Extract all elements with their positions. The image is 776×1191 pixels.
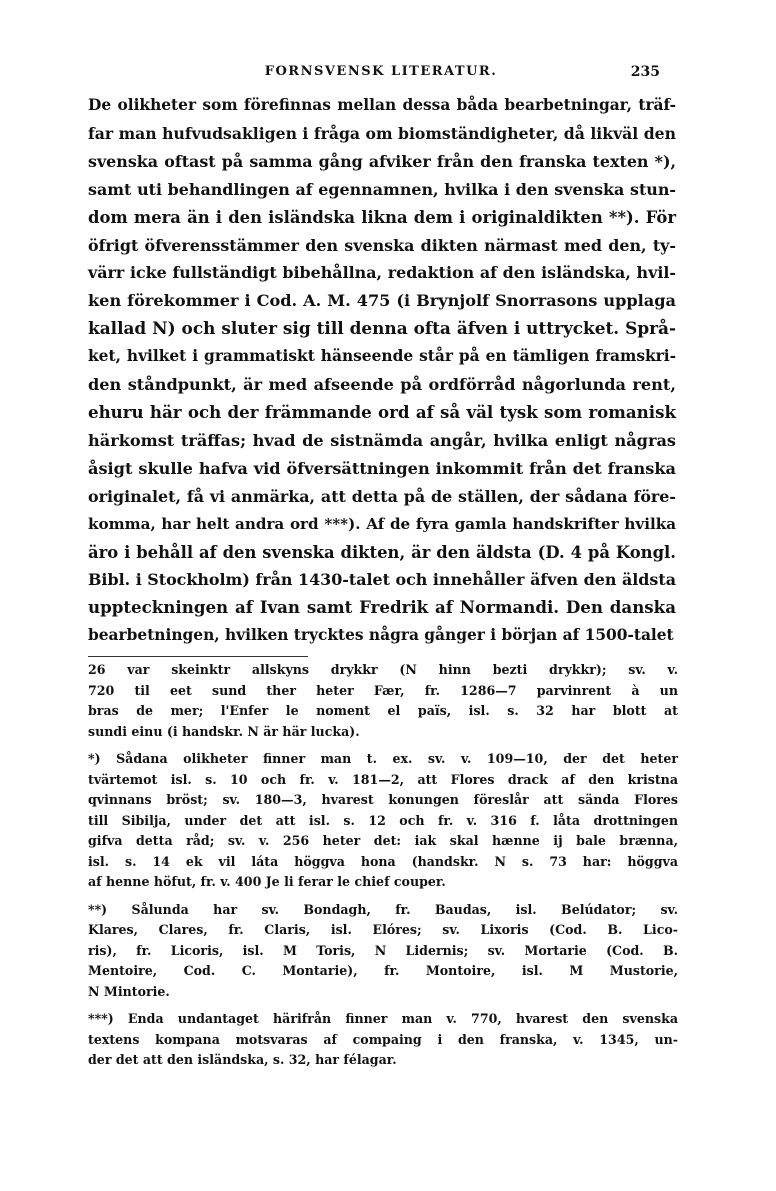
footnote-line: tvärtemot isl. s. 10 och fr. v. 181—2, att Flores drack af den kristna — [88, 771, 678, 787]
text-line: dom mera än i den isländska likna dem i originaldikten **). För — [88, 207, 676, 227]
footnote-line: *) Sådana olikheter finner man t. ex. sv. v. 109—10, der det heter — [88, 751, 678, 766]
footnote-line: ris), fr. Licoris, isl. M Toris, N Lidernis; sv. Mortarie (Cod. B. — [88, 942, 678, 958]
text-line: Bibl. i Stockholm) från 1430-talet och innehåller äfven den äldsta — [88, 570, 676, 590]
text-line: öfrigt öfverensstämmer den svenska dikten närmast med den, ty- — [88, 235, 676, 255]
footnote-line: gifva detta råd; sv. v. 256 heter det: iak skal hænne ij bale brænna, — [88, 833, 678, 848]
main-text — [88, 92, 676, 650]
text-line: komma, har helt andra ord ***). Af de fyra gamla handskrifter hvilka — [88, 514, 676, 533]
text-line: åsigt skulle hafva vid öfversättningen inkommit från det franska — [88, 458, 676, 478]
footnote-line: isl. s. 14 ek vil láta höggva hona (handskr. N s. 73 har: höggva — [88, 853, 678, 869]
page-number: 235 — [630, 64, 660, 80]
footnote-line: 26 var skeinktr allskyns drykkr (N hinn bezti drykkr); sv. v. — [88, 662, 678, 677]
footnote-gap — [88, 742, 678, 749]
text-line: originalet, få vi anmärka, att detta på de ställen, der sådana före- — [88, 486, 676, 506]
page-header — [90, 64, 672, 84]
footnote — [88, 1009, 678, 1071]
text-line: den ståndpunkt, är med afseende på ordförråd någorlunda rent, — [88, 375, 676, 395]
text-line: uppteckningen af Ivan samt Fredrik af Normandi. Den danska — [88, 597, 676, 618]
text-line: ken förekommer i Cod. A. M. 475 (i Brynjolf Snorrasons upplaga — [88, 291, 676, 311]
text-line: ehuru här och der främmande ord af så väl tysk som romanisk — [88, 401, 676, 422]
footnote — [88, 660, 678, 742]
text-line: äro i behåll af den svenska dikten, är den äldsta (D. 4 på Kongl. — [88, 542, 676, 562]
text-line: härkomst träffas; hvad de sistnämda angår, hvilka enligt någras — [88, 430, 676, 450]
footnote-line: Klares, Clares, fr. Claris, isl. Elóres; sv. Lixoris (Cod. B. Lico- — [88, 922, 678, 937]
footnote — [88, 900, 678, 1003]
footnote-line: 720 til eet sund ther heter Fær, fr. 1286—7 parvinrent à un — [88, 682, 678, 698]
footnote-line: N Mintorie. — [88, 983, 170, 999]
text-line: ket, hvilket i grammatiskt hänseende står på en tämligen framskri- — [88, 347, 676, 366]
footnote-divider — [88, 656, 308, 657]
text-line: samt uti behandlingen af egennamnen, hvilka i den svenska stun- — [88, 179, 676, 199]
footnote-line: till Sibilja, under det att isl. s. 12 och fr. v. 316 f. låta drottningen — [88, 812, 678, 828]
footnote-line: sundi einu (i handskr. N är här lucka). — [88, 723, 360, 739]
text-line: De olikheter som förefinnas mellan dessa båda bearbetningar, träf- — [88, 96, 676, 114]
footnote-line: der det att den isländska, s. 32, har félagar. — [88, 1052, 397, 1067]
footnote-gap — [88, 893, 678, 900]
text-line: far man hufvudsakligen i fråga om biomständigheter, då likväl den — [88, 123, 676, 143]
footnote — [88, 749, 678, 893]
footnote-line: **) Sålunda har sv. Bondagh, fr. Baudas, isl. Belúdator; sv. — [88, 901, 678, 917]
text-line: kallad N) och sluter sig till denna ofta äfven i uttrycket. Språ- — [88, 318, 676, 339]
text-line: svenska oftast på samma gång afviker från den franska texten *), — [88, 151, 676, 171]
text-line: värr icke fullständigt bibehållna, redaktion af den isländska, hvil- — [88, 263, 676, 283]
running-head: FORNSVENSK LITERATUR. — [264, 64, 498, 79]
footnote-line: qvinnans bröst; sv. 180—3, hvarest konungen föreslår att sända Flores — [88, 792, 678, 807]
text-line: bearbetningen, hvilken trycktes några gånger i början af 1500-talet — [88, 626, 674, 645]
footnote-line: textens kompana motsvaras af compaing i den franska, v. 1345, un- — [88, 1031, 678, 1047]
footnote-line: af henne höfut, fr. v. 400 Je li ferar le chief couper. — [88, 874, 446, 889]
footnote-gap — [88, 1002, 678, 1009]
footnote-line: bras de mer; l'Enfer le noment el païs, isl. s. 32 har blott at — [88, 703, 678, 718]
footnote-line: Mentoire, Cod. C. Montarie), fr. Montoire, isl. M Mustorie, — [88, 963, 678, 978]
footnotes — [88, 660, 678, 1071]
footnote-line: ***) Enda undantaget härifrån finner man v. 770, hvarest den svenska — [88, 1011, 678, 1026]
